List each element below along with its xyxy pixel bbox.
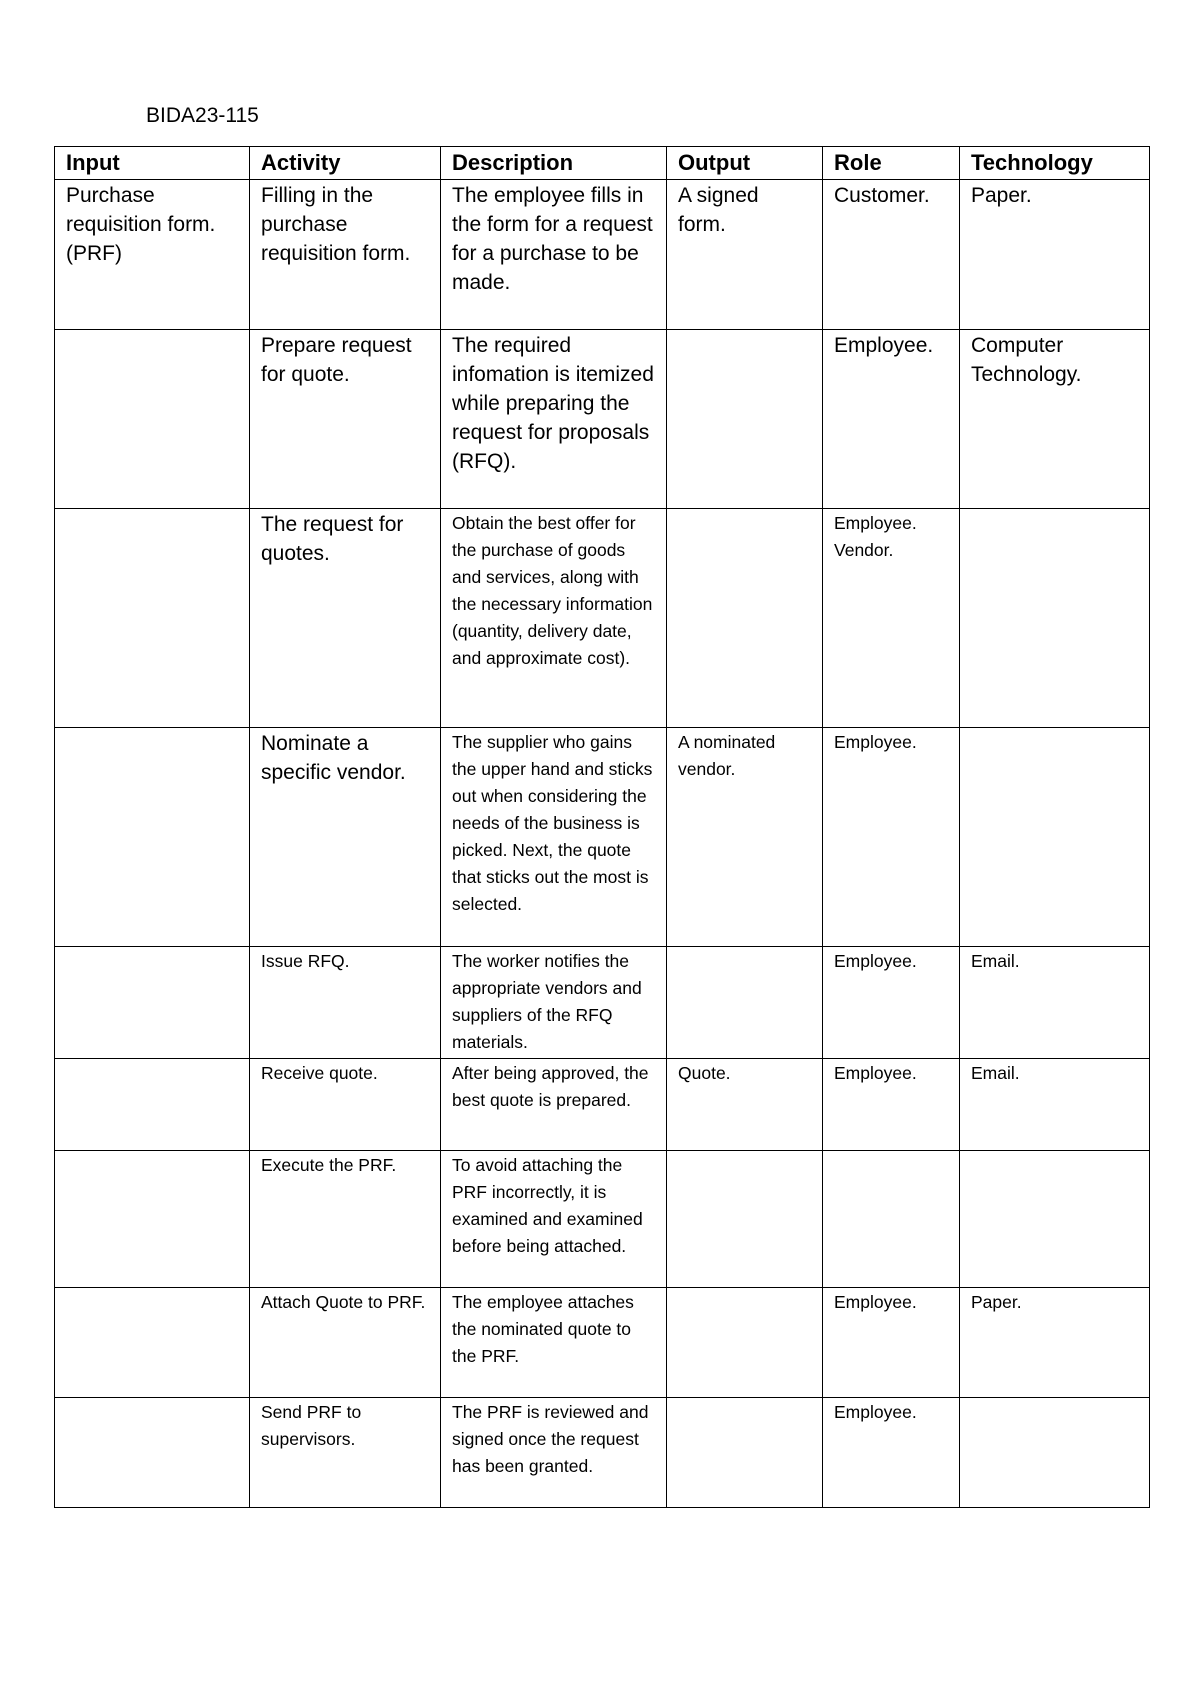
table-row (55, 1288, 1150, 1398)
cell-input (55, 1151, 250, 1288)
cell-technology: Computer Technology. (960, 330, 1150, 509)
cell-input (55, 509, 250, 728)
cell-activity: Receive quote. (250, 1059, 441, 1151)
cell-input (55, 1398, 250, 1508)
cell-description: To avoid attaching the PRF incorrectly, it is examined and examined before being attached. (441, 1151, 667, 1288)
cell-technology (960, 1398, 1150, 1508)
cell-activity: Execute the PRF. (250, 1151, 441, 1288)
document-id: BIDA23-115 (146, 104, 259, 127)
cell-technology: Email. (960, 1059, 1150, 1151)
cell-technology (960, 1151, 1150, 1288)
cell-activity: Send PRF to supervisors. (250, 1398, 441, 1508)
header-output: Output (667, 147, 823, 180)
cell-activity: Attach Quote to PRF. (250, 1288, 441, 1398)
table-row (55, 728, 1150, 947)
cell-input (55, 728, 250, 947)
cell-description: The worker notifies the appropriate vendors and suppliers of the RFQ materials. (441, 947, 667, 1059)
header-technology: Technology (960, 147, 1150, 180)
cell-technology: Paper. (960, 180, 1150, 330)
cell-description: The required infomation is itemized while preparing the request for proposals (RFQ). (441, 330, 667, 509)
cell-output (667, 947, 823, 1059)
cell-role (823, 1151, 960, 1288)
cell-description: Obtain the best offer for the purchase of goods and services, along with the necessary information (quantity, delivery date, and approximate cost). (441, 509, 667, 728)
cell-description: The employee fills in the form for a request for a purchase to be made. (441, 180, 667, 330)
cell-role: Employee. (823, 947, 960, 1059)
table-header-row (55, 147, 1150, 180)
cell-output: Quote. (667, 1059, 823, 1151)
table-row (55, 180, 1150, 330)
table-row (55, 330, 1150, 509)
cell-activity: Issue RFQ. (250, 947, 441, 1059)
cell-output (667, 1398, 823, 1508)
cell-role: Customer. (823, 180, 960, 330)
cell-role: Employee. (823, 1398, 960, 1508)
cell-role: Employee. (823, 1288, 960, 1398)
header-input: Input (55, 147, 250, 180)
cell-technology (960, 509, 1150, 728)
cell-role: Employee. (823, 330, 960, 509)
cell-output (667, 1151, 823, 1288)
cell-technology: Paper. (960, 1288, 1150, 1398)
cell-output (667, 509, 823, 728)
cell-description: The PRF is reviewed and signed once the request has been granted. (441, 1398, 667, 1508)
header-role: Role (823, 147, 960, 180)
cell-input: Purchase requisition form. (PRF) (55, 180, 250, 330)
cell-role: Employee. (823, 1059, 960, 1151)
header-description: Description (441, 147, 667, 180)
cell-output (667, 330, 823, 509)
cell-description: The supplier who gains the upper hand and sticks out when considering the needs of the business is picked. Next, the quote that sticks out the most is selected. (441, 728, 667, 947)
cell-activity: Filling in the purchase requisition form. (250, 180, 441, 330)
cell-activity: Prepare request for quote. (250, 330, 441, 509)
cell-input (55, 947, 250, 1059)
process-table (54, 146, 1150, 1508)
header-activity: Activity (250, 147, 441, 180)
table-row (55, 509, 1150, 728)
cell-output: A nominated vendor. (667, 728, 823, 947)
table-row (55, 1398, 1150, 1508)
table-row (55, 947, 1150, 1059)
cell-description: After being approved, the best quote is prepared. (441, 1059, 667, 1151)
cell-role: Employee. (823, 728, 960, 947)
cell-input (55, 330, 250, 509)
cell-activity: Nominate a specific vendor. (250, 728, 441, 947)
cell-output: A signed form. (667, 180, 823, 330)
cell-technology (960, 728, 1150, 947)
cell-input (55, 1288, 250, 1398)
cell-technology: Email. (960, 947, 1150, 1059)
table-row (55, 1059, 1150, 1151)
cell-role: Employee. Vendor. (823, 509, 960, 728)
cell-activity: The request for quotes. (250, 509, 441, 728)
cell-description: The employee attaches the nominated quote to the PRF. (441, 1288, 667, 1398)
cell-output (667, 1288, 823, 1398)
cell-input (55, 1059, 250, 1151)
table-row (55, 1151, 1150, 1288)
